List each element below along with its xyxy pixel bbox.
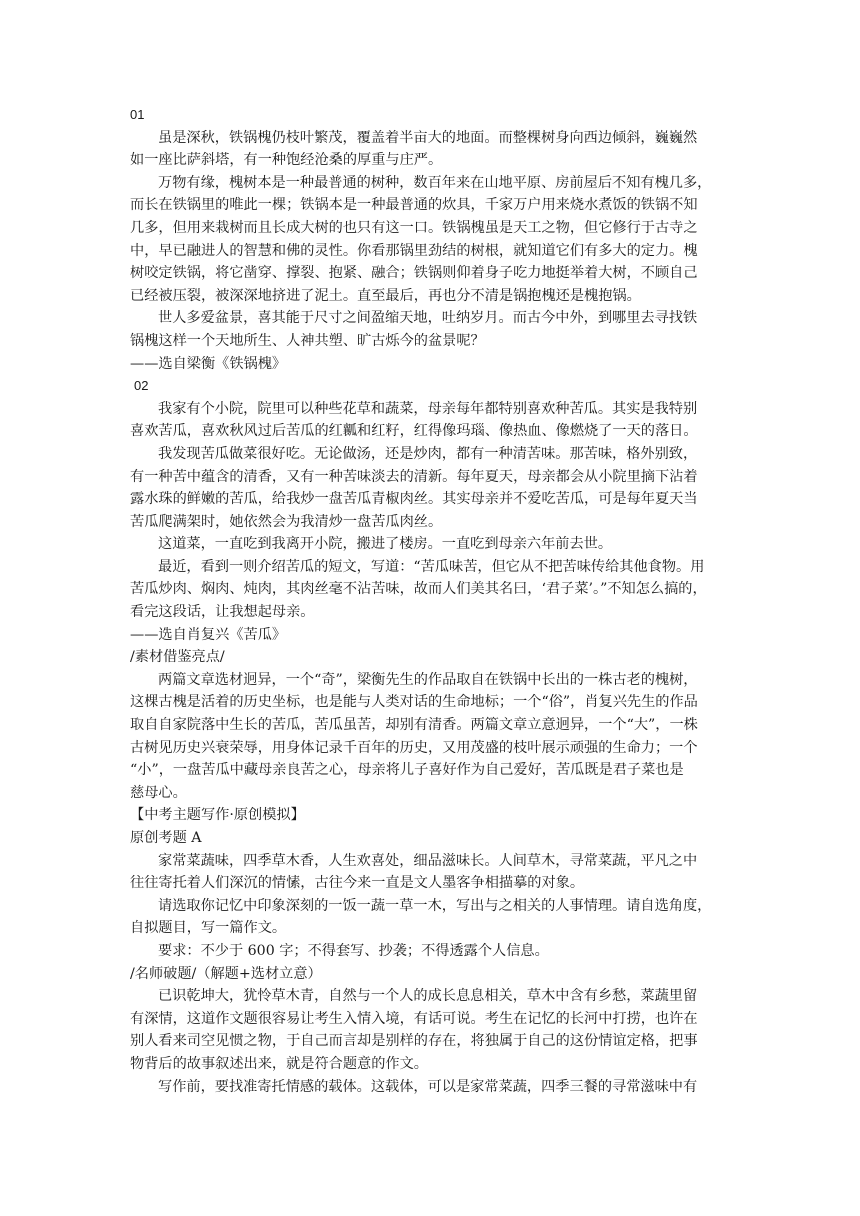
text-line: 这道菜，一直吃到我离开小院，搬进了楼房。一直吃到母亲六年前去世。 <box>158 536 613 553</box>
section-2 <box>130 375 736 646</box>
text-line: 露水珠的鲜嫩的苦瓜，给我炒一盘苦瓜青椒肉丝。其实母亲并不爱吃苦瓜，可是每年夏天当 <box>130 491 698 508</box>
paragraph <box>130 940 736 963</box>
paragraph <box>130 398 736 443</box>
text-line: 而长在铁锅里的唯此一棵；铁锅本是一种最普通的炊具，千家万户用来烧水煮饭的铁锅不知 <box>130 197 698 214</box>
section-number: 02 <box>134 378 149 394</box>
text-line: 最近，看到一则介绍苦瓜的短文，写道：“苦瓜味苦，但它从不把苦味传给其他食物。用 <box>158 558 705 575</box>
text-line: 几多，但用来栽树而且长成大树的也只有这一口。铁锅槐虽是天工之物，但它修行于古寺之 <box>130 219 698 236</box>
text-line: 喜欢苦瓜，喜欢秋风过后苦瓜的红瓤和红籽，红得像玛瑙、像热血、像燃烧了一天的落日。 <box>130 423 698 440</box>
text-line: 家常菜蔬味，四季草木香，人生欢喜处，细品滋味长。人间草木，寻常菜蔬，平凡之中 <box>158 852 698 869</box>
section-heading: /名师破题/（解题+选材立意） <box>130 965 322 982</box>
paragraph <box>130 669 736 805</box>
text-line: 看完这段话，让我想起母亲。 <box>130 604 315 621</box>
text-line: 苦瓜爬满架时，她依然会为我清炒一盘苦瓜肉丝。 <box>130 513 443 530</box>
source-citation: ——选自梁衡《铁锅槐》 <box>130 355 287 372</box>
paragraph <box>130 443 736 533</box>
text-line: 要求：不少于 600 字；不得套写、抄袭；不得透露个人信息。 <box>158 942 549 959</box>
text-line: 慈母心。 <box>130 784 187 801</box>
highlights-section <box>130 646 736 804</box>
source-citation: ——选自肖复兴《苦瓜》 <box>130 626 287 643</box>
section-heading: /素材借鉴亮点/ <box>130 649 225 666</box>
text-line: 已经被压裂，被深深地挤进了泥土。直至最后，再也分不清是锅抱槐还是槐抱锅。 <box>130 287 641 304</box>
paragraph <box>130 556 736 624</box>
text-line: 虽是深秋，铁锅槐仍枝叶繁茂，覆盖着半亩大的地面。而整棵树身向西边倾斜，巍巍然 <box>158 129 698 146</box>
text-line: 物背后的故事叙述出来，就是符合题意的作文。 <box>130 1055 428 1072</box>
text-line: 往往寄托着人们深沉的情愫，古往今来一直是文人墨客争相描摹的对象。 <box>130 875 585 892</box>
text-line: 我发现苦瓜做菜很好吃。无论做汤，还是炒肉，都有一种清苦味。那苦味，格外别致， <box>158 445 698 462</box>
paragraph <box>130 127 736 172</box>
text-line: 锅槐这样一个天地所生、人神共塑、旷古烁今的盆景呢？ <box>130 332 485 349</box>
document-page <box>130 104 736 1098</box>
text-line: 两篇文章选材迥异，一个“奇”，梁衡先生的作品取自在铁锅中长出的一株古老的槐树， <box>158 671 698 688</box>
text-line: 我家有个小院，院里可以种些花草和蔬菜，母亲每年都特别喜欢种苦瓜。其实是我特别 <box>158 400 698 417</box>
section-heading: 【中考主题写作·原创模拟】 <box>130 807 305 824</box>
paragraph <box>130 533 736 556</box>
exam-subheading: 原创考题 A <box>130 830 202 846</box>
text-line: 已识乾坤大，犹怜草木青，自然与一个人的成长息息相关，草木中含有乡愁，菜蔬里留 <box>158 988 698 1005</box>
text-line: 古树见历史兴衰荣辱，用身体记录千百年的历史，又用茂盛的枝叶展示顽强的生命力；一个 <box>130 739 698 756</box>
text-line: 取自自家院落中生长的苦瓜，苦瓜虽苦，却别有清香。两篇文章立意迥异，一个“大”，一株 <box>130 717 698 734</box>
paragraph <box>130 1076 736 1099</box>
paragraph <box>130 895 736 940</box>
text-line: 别人看来司空见惯之物，于自己而言却是别样的存在，将独属于自己的这份情谊定格，把事 <box>130 1033 698 1050</box>
text-line: 如一座比萨斜塔，有一种饱经沧桑的厚重与庄严。 <box>130 152 443 169</box>
section-1 <box>130 104 736 375</box>
text-line: 写作前，要找准寄托情感的载体。这载体，可以是家常菜蔬，四季三餐的寻常滋味中有 <box>158 1078 698 1095</box>
text-line: 树咬定铁锅，将它凿穿、撑裂、抱紧、融合；铁锅则仰着身子吃力地挺举着大树，不顾自己 <box>130 265 698 282</box>
text-line: 有一种苦中蕴含的清香，又有一种苦味淡去的清新。每年夏天，母亲都会从小院里摘下沾着 <box>130 468 698 485</box>
text-line: 有深情，这道作文题很容易让考生入情入境，有话可说。考生在记忆的长河中打捞，也许在 <box>130 1010 698 1027</box>
text-line: “小”，一盘苦瓜中藏母亲良苦之心，母亲将儿子喜好作为自己爱好，苦瓜既是君子菜也是 <box>130 762 684 779</box>
text-line: 苦瓜炒肉、焖肉、炖肉，其肉丝毫不沾苦味，故而人们美其名曰，‘君子菜’。”不知怎么搞的， <box>130 581 707 598</box>
text-line: 中，早已融进人的智慧和佛的灵性。你看那锅里劲结的树根，就知道它们有多大的定力。槐 <box>130 242 698 259</box>
section-number: 01 <box>130 107 145 122</box>
paragraph <box>130 172 736 308</box>
analysis-section <box>130 963 736 1099</box>
paragraph <box>130 850 736 895</box>
exam-section <box>130 804 736 962</box>
text-line: 这棵古槐是活着的历史坐标，也是能与人类对话的生命地标；一个“俗”，肖复兴先生的作品 <box>130 694 698 711</box>
text-line: 世人多爱盆景，喜其能于尺寸之间盈缩天地，吐纳岁月。而古今中外，到哪里去寻找铁 <box>158 310 698 327</box>
text-line: 自拟题目，写一篇作文。 <box>130 920 287 937</box>
text-line: 请选取你记忆中印象深刻的一饭一蔬一草一木，写出与之相关的人事情理。请自选角度， <box>158 897 712 914</box>
text-line: 万物有缘，槐树本是一种最普通的树种，数百年来在山地平原、房前屋后不知有槐几多， <box>158 174 712 191</box>
paragraph <box>130 307 736 352</box>
paragraph <box>130 985 736 1075</box>
